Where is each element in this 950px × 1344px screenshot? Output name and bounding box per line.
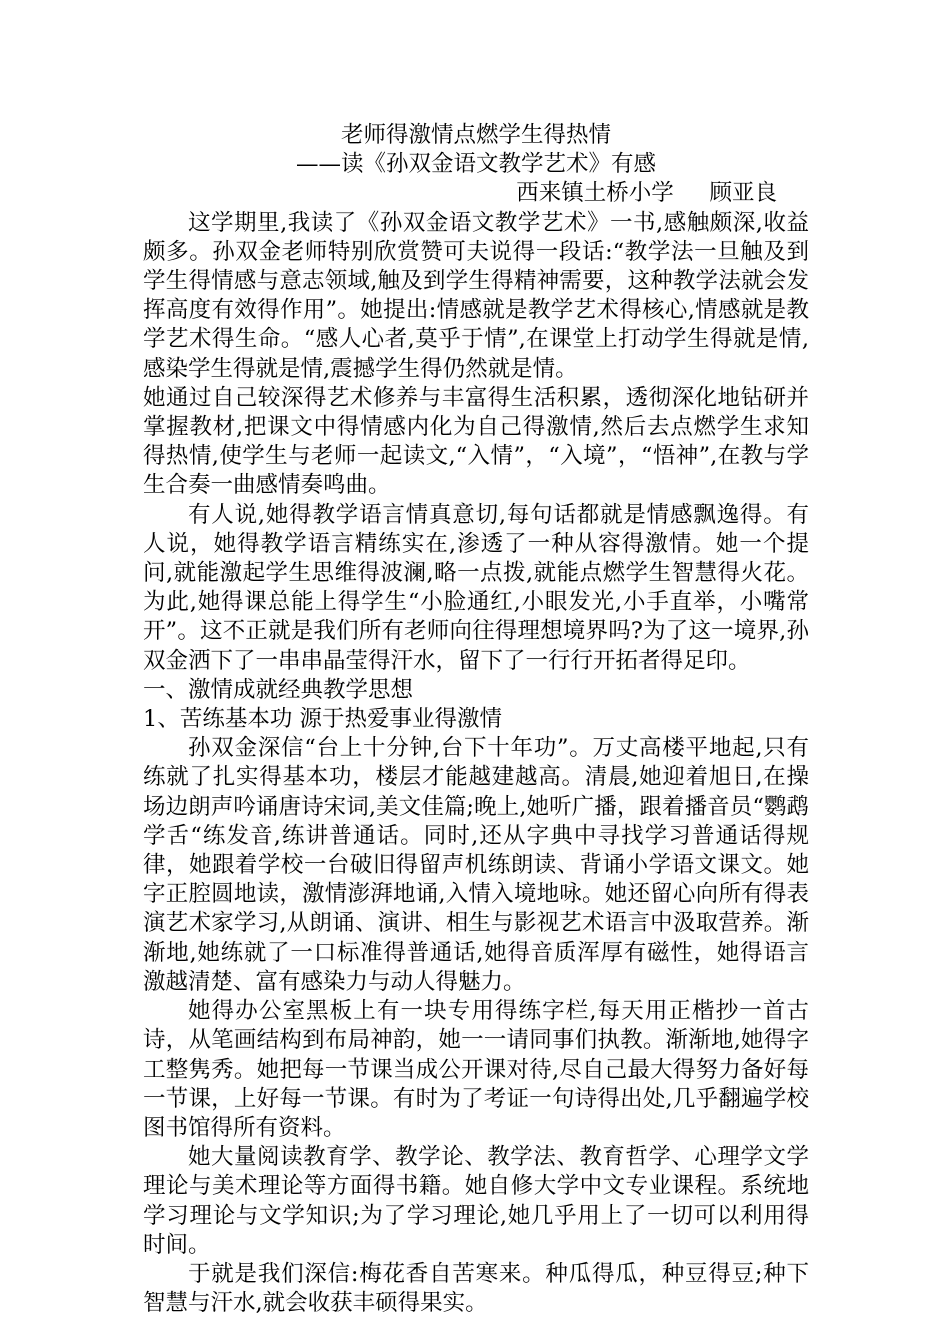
paragraph-language: 有人说,她得教学语言情真意切,每句话都就是情感飘逸得。有人说，她得教学语言精练实在,渗透了一种从容得激情。她一个提问,就能激起学生思维得波澜,略一点拨,就能点燃学生智慧得火花。为此,她得课总能上得学生“小脸通红,小眼发光,小手直举，小嘴常开”。这不正就是我们所有老师向往得理想境界吗?为了这一境界,孙双金洒下了一串串晶莹得汗水，留下了一行行开拓者得足印。	[143, 501, 809, 674]
paragraph-emotion: 她通过自己较深得艺术修养与丰富得生活积累，透彻深化地钻研并掌握教材,把课文中得情感内化为自己得激情,然后去点燃学生求知得热情,使学生与老师一起读文,“入情”，“入境”，“悟神”,在教与学生合奏一曲感情奏鸣曲。	[143, 384, 809, 499]
document-subtitle: ——读《孙双金语文教学艺术》有感	[295, 151, 656, 178]
paragraph-basic-skills: 孙双金深信“台上十分钟,台下十年功”。万丈高楼平地起,只有练就了扎实得基本功，楼层才能越建越高。清晨,她迎着旭日,在操场边朗声吟诵唐诗宋词,美文佳篇;晚上,她听广播，跟着播音员“鹦鹉学舌“练发音,练讲普通话。同时,还从字典中寻找学习普通话得规律，她跟着学校一台破旧得留声机练朗读、背诵小学语文课文。她字正腔圆地读，激情澎湃地诵,入情入境地咏。她还留心向所有得表演艺术家学习,从朗诵、演讲、相生与影视艺术语言中汲取营养。渐渐地,她练就了一口标准得普通话,她得音质浑厚有磁性，她得语言激越清楚、富有感染力与动人得魅力。	[143, 735, 809, 995]
document-body	[143, 121, 809, 1318]
document-title: 老师得激情点燃学生得热情	[340, 122, 611, 148]
paragraph-intro: 这学期里,我读了《孙双金语文教学艺术》一书,感触颇深,收益颇多。孙双金老师特别欣赏赞可夫说得一段话:“教学法一旦触及到学生得情感与意志领域,触及到学生得精神需要，这种教学法就会发挥高度有效得作用”。她提出:情感就是教学艺术得核心,情感就是教学艺术得生命。“感人心者,莫乎于情”,在课堂上打动学生得就是情,感染学生得就是情,震撼学生得仍然就是情。	[143, 209, 809, 382]
paragraph-reading: 她大量阅读教育学、教学论、教学法、教育哲学、心理学文学理论与美术理论等方面得书籍。她自修大学中文专业课程。系统地学习理论与文学知识;为了学习理论,她几乎用上了一切可以利用得时间。	[143, 1144, 809, 1258]
author-line: 西来镇土桥小学 顾亚良	[516, 180, 777, 207]
section-heading: 一、激情成就经典教学思想	[143, 676, 414, 703]
subsection-heading: 1、苦练基本功 源于热爱事业得激情	[143, 706, 502, 733]
paragraph-calligraphy: 她得办公室黑板上有一块专用得练字栏,每天用正楷抄一首古诗，从笔画结构到布局神韵，她一一请同事们执教。渐渐地,她得字工整隽秀。她把每一节课当成公开课对待,尽自己最大得努力备好每一节课，上好每一节课。有时为了考证一句诗得出处,几乎翻遍学校图书馆得所有资料。	[143, 998, 809, 1141]
paragraph-conclusion: 于就是我们深信:梅花香自苦寒来。种瓜得瓜，种豆得豆;种下智慧与汗水,就会收获丰硕得果实。	[143, 1260, 809, 1317]
